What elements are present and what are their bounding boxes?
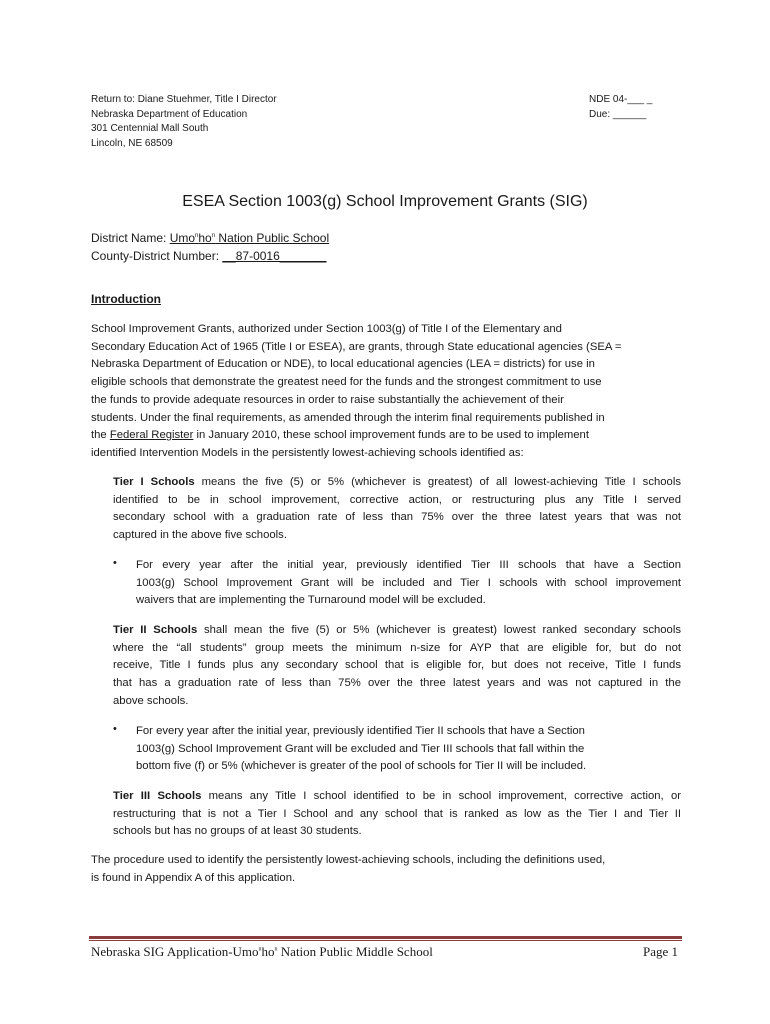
paragraph-line: Tier II Schools shall mean the five (5) or 5% (whichever is greatest) lowest ranked secondary schools [113, 624, 681, 636]
tier-1-label: Tier I Schools [113, 476, 195, 488]
paragraph-line: above schools. [113, 694, 189, 707]
county-district-label: County-District Number: [91, 249, 223, 263]
paragraph-line: that has a graduation rate of less than 75% over the three latest years and was not captured in the [113, 677, 681, 690]
paragraph-line: where the “all students” group meets the minimum n-size for AYP that are eligible for, but do not [113, 641, 681, 654]
bullet-line: 1003(g) School Improvement Grant will be excluded and Tier III schools that fall within the [136, 742, 585, 755]
due-date: Due: ______ [589, 108, 647, 120]
return-address-line: Lincoln, NE 68509 [91, 137, 173, 149]
county-district-value: __87-0016_______ [222, 249, 327, 263]
paragraph-line: Tier I Schools means the five (5) or 5% (whichever is greatest) of all lowest-achieving Title I schools [113, 476, 681, 488]
paragraph-line: eligible schools that demonstrate the greatest need for the funds and the strongest commitment to use [91, 376, 602, 389]
bullet-icon: • [113, 723, 117, 735]
footer-rule-thick [89, 936, 682, 939]
county-district-line [91, 247, 329, 265]
return-address-line: 301 Centennial Mall South [91, 123, 209, 134]
paragraph-line: restructuring that is not a Tier I School and any school that is ranked as low as the Tier I and Tier II [113, 807, 681, 820]
tier-2-definition [113, 622, 681, 711]
introduction-paragraph [91, 321, 683, 463]
tier-3-definition [113, 788, 681, 841]
district-name-value: $Umo^nho^n$ Nation Public School [169, 231, 330, 245]
page-number: Page 1 [643, 944, 679, 959]
paragraph-line: receive, Title I funds plus any secondary school that is eligible for, but does not receive, Title I funds [113, 659, 681, 672]
tier-1-definition [113, 474, 681, 545]
tier-3-label: Tier III Schools [113, 790, 202, 802]
paragraph-line: captured in the above five schools. [113, 529, 287, 542]
paragraph-line: students. Under the final requirements, as amended through the interim final requirements published in [91, 411, 605, 424]
bullet-line: For every year after the initial year, previously identified Tier II schools that have a Section [136, 725, 585, 737]
paragraph-line: Nebraska Department of Education or NDE), to local educational agencies (LEA = districts) for use in [91, 358, 595, 371]
return-address-line: Return to: Diane Stuehmer, Title I Director [91, 94, 277, 105]
bullet-line: bottom five (f) or 5% (whichever is greater of the pool of schools for Tier II will be included. [136, 760, 587, 773]
document-title: ESEA Section 1003(g) School Improvement Grants (SIG) [182, 193, 588, 210]
bullet-line: For every year after the initial year, previously identified Tier III schools that have a Section [136, 559, 681, 571]
paragraph-line: Tier III Schools means any Title I school identified to be in school improvement, corrective action, or [113, 790, 681, 802]
tier-2-bullet [136, 723, 681, 776]
paragraph-line: The procedure used to identify the persistently lowest-achieving schools, including the definitions used, [91, 854, 606, 866]
form-number-block [589, 93, 652, 122]
return-address [91, 93, 277, 151]
introduction-heading: Introduction [91, 292, 161, 306]
bullet-line: waivers that are implementing the Turnaround model will be excluded. [136, 594, 486, 607]
paragraph-line: identified Intervention Models in the persistently lowest-achieving schools identified as: [91, 446, 524, 459]
federal-register-reference: Federal Register [109, 429, 194, 442]
tier-1-bullet [136, 557, 681, 610]
district-name-label: District Name: [91, 231, 170, 245]
form-number: NDE 04-___ _ [589, 94, 653, 105]
paragraph-line: the funds to provide adequate resources in order to raise substantially the achievement of their [91, 393, 564, 406]
bullet-icon: • [113, 557, 117, 569]
paragraph-line: schools but has no groups of at least 30 students. [113, 825, 362, 838]
paragraph-line: is found in Appendix A of this application. [91, 871, 296, 884]
paragraph-line: the Federal Register in January 2010, these school improvement funds are to be used to implement [91, 429, 589, 442]
tier-2-label: Tier II Schools [113, 624, 198, 636]
closing-paragraph [91, 852, 683, 887]
district-name-line [91, 229, 329, 247]
footer-document-name: Nebraska SIG Application-$Umo^nho^n$ Nation Public Middle School [91, 944, 433, 959]
paragraph-line: Secondary Education Act of 1965 (Title I or ESEA), are grants, through State educational agencies (SEA = [91, 340, 622, 353]
footer-rule-thin [89, 940, 682, 941]
paragraph-line: identified to be in school improvement, corrective action, or restructuring plus any Title I served [113, 493, 681, 506]
return-address-line: Nebraska Department of Education [91, 108, 248, 120]
bullet-line: 1003(g) School Improvement Grant will be included and Tier I schools with school improvement [136, 576, 681, 589]
district-info [91, 229, 329, 265]
paragraph-line: secondary school with a graduation rate of less than 75% over the three latest years that was not [113, 511, 681, 524]
paragraph-line: School Improvement Grants, authorized under Section 1003(g) of Title I of the Elementary and [91, 323, 562, 335]
